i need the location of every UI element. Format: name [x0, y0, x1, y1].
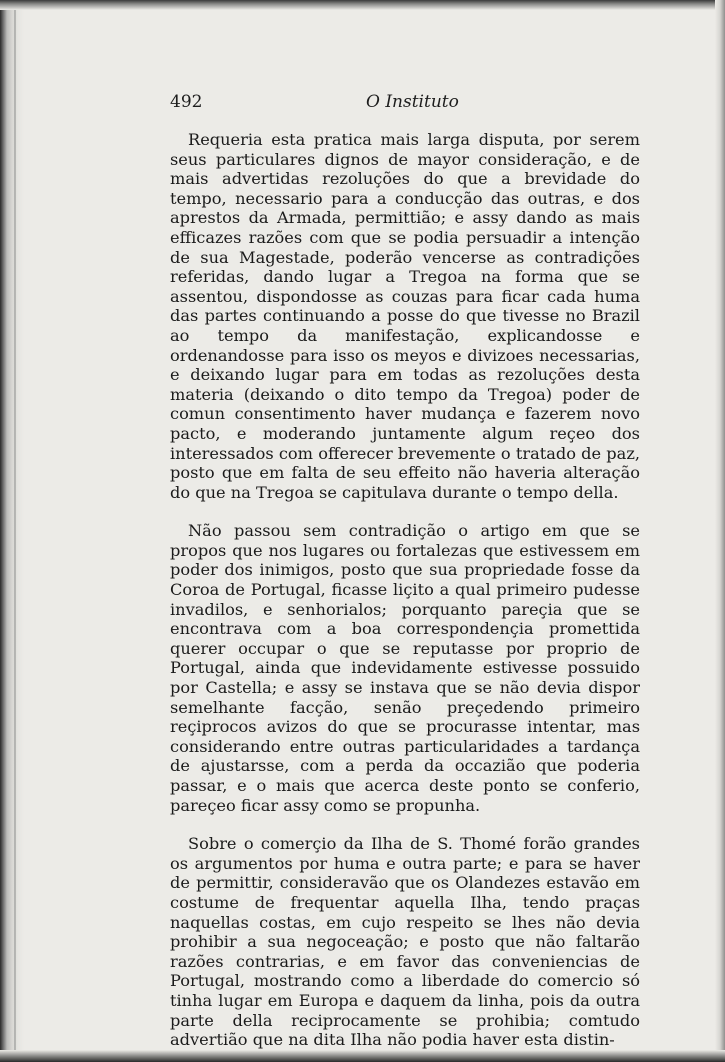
paragraph-tregoa: Requeria esta pratica mais larga disputa, por serem seus particulares dignos de mayor consideração, e de mais advertidas rezoluções do que a brevidade do tempo, necessario para a conducção das outras, e dos aprestos da Armada, permittião; e assy dando as mais efficazes razões com que se podia persuadir a intenção de sua Magestade, poderão vencerse as contradições referidas, dando lugar a Tregoa na forma que se assentou, dispondosse as couzas para ficar cada huma das partes continuando a posse do que tivesse no Brazil ao tempo da manifestação, explicandosse e ordenandosse para isso os meyos e divizoes necessarias, e deixando lugar para em todas as rezoluções desta materia (deixando o dito tempo da Tregoa) poder de comun consentimento haver mudança e fazerem novo pacto, e moderando juntamente algum reçeo dos interessados com offerecer brevemente o tratado de paz, posto que em falta de seu effeito não haveria alteração do que na Tregoa se capitulava durante o tempo della.	[170, 130, 640, 502]
top-page-edge	[0, 0, 725, 10]
paragraph-fortalezas: Não passou sem contradição o artigo em que se propos que nos lugares ou fortalezas que estivessem em poder dos inimigos, posto que sua propriedade fosse da Coroa de Portugal, ficasse liçito a qual primeiro pudesse invadilos, e senhorialos; porquanto pareçia que se encontrava com a boa correspondençia promettida querer occupar o que se reputasse por proprio de Portugal, ainda que indevidamente estivesse possuido por Castella; e assy se instava que se não devia dispor semelhante facção, senão preçedendo primeiro reçiprocos avizos do que se procurasse intentar, mas considerando entre outras particularidades a tardança de ajustarsse, com a perda da occazião que poderia passar, e o mais que acerca deste ponto se conferio, pareçeo ficar assy como se propunha.	[170, 521, 640, 815]
running-title: O Instituto	[366, 92, 459, 112]
body-text	[170, 130, 640, 1050]
bottom-page-edge	[0, 1050, 725, 1062]
book-binding-edge	[0, 0, 24, 1062]
page-header	[170, 92, 640, 116]
right-page-edge	[715, 0, 725, 1062]
binding-shadow-line	[14, 0, 16, 1062]
page-number: 492	[170, 92, 203, 112]
paragraph-sao-tome: Sobre o comerçio da Ilha de S. Thomé forão grandes os argumentos por huma e outra parte; e para se haver de permittir, consideravão que os Olandezes estavão em costume de frequentar aquella Ilha, tendo praças naquellas costas, em cujo respeito se lhes não devia prohibir a sua negoceação; e posto que não faltarão razões contrarias, e em favor das conveniencias de Portugal, mostrando como a liberdade do comercio só tinha lugar em Europa e daquem da linha, pois da outra parte della reciprocamente se prohibia; comtudo advertião que na dita Ilha não podia haver esta distin-	[170, 834, 640, 1050]
